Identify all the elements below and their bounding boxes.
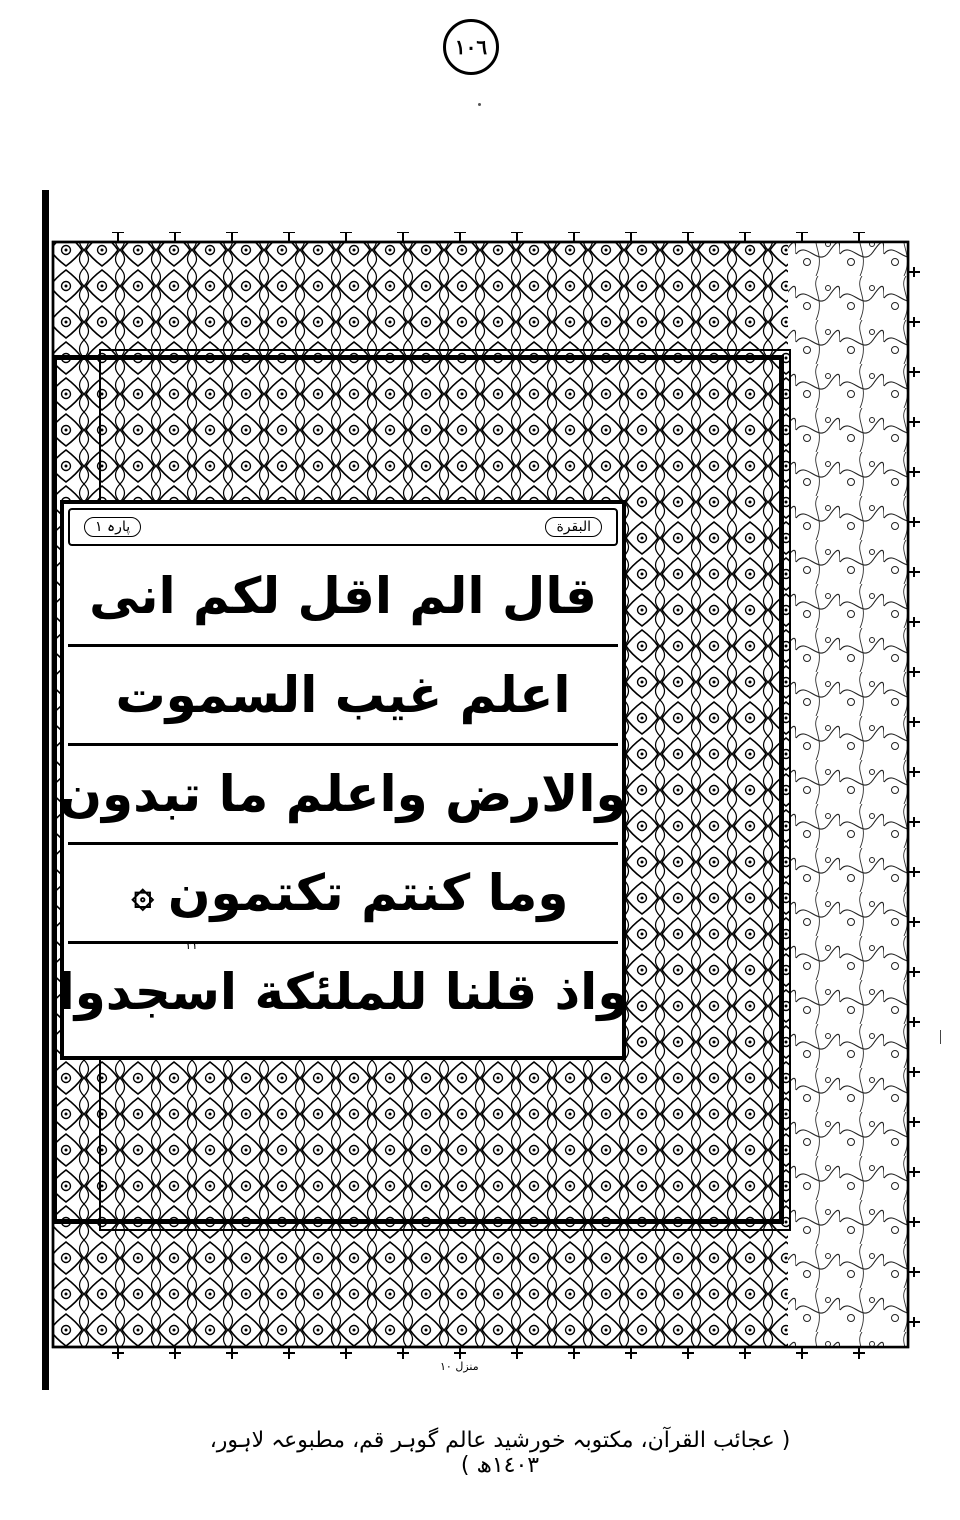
ayah-number: ٣٣	[186, 938, 199, 952]
juz-label: البقرة	[545, 517, 602, 537]
verse-text: واذ قلنا للملئكة اسجدوا	[57, 963, 629, 1021]
verse-line-1	[68, 548, 618, 647]
ayah-end-marker-icon: ۞	[131, 871, 154, 915]
edge-mark	[940, 1030, 941, 1044]
page-number: ١٠٦	[454, 35, 488, 59]
verse-line-4	[68, 845, 618, 944]
verse-text: قال الم اقل لكم انى	[89, 567, 597, 625]
panel-header-strip	[68, 508, 618, 546]
surah-label: پارہ ١	[84, 517, 141, 537]
speck-mark	[478, 103, 481, 106]
verse-line-3	[59, 746, 627, 845]
verse-line-2	[68, 647, 618, 746]
text-panel	[57, 500, 629, 1060]
page-number-circle	[443, 19, 499, 75]
verse-text: اعلم غيب السموت	[115, 666, 571, 724]
manzil-label: منزل ١٠	[440, 1360, 479, 1373]
verse-line-5	[57, 938, 629, 1040]
verse-text: والارض واعلم ما تبدون	[59, 765, 627, 823]
footer-caption: ( عجائب القرآن، مکتوبہ خورشید عالم گوہر قم، مطبوعہ لاہور، ١٤٠٣ھ )	[209, 1428, 791, 1478]
verse-text: وما كنتم تكتمون	[167, 864, 569, 922]
